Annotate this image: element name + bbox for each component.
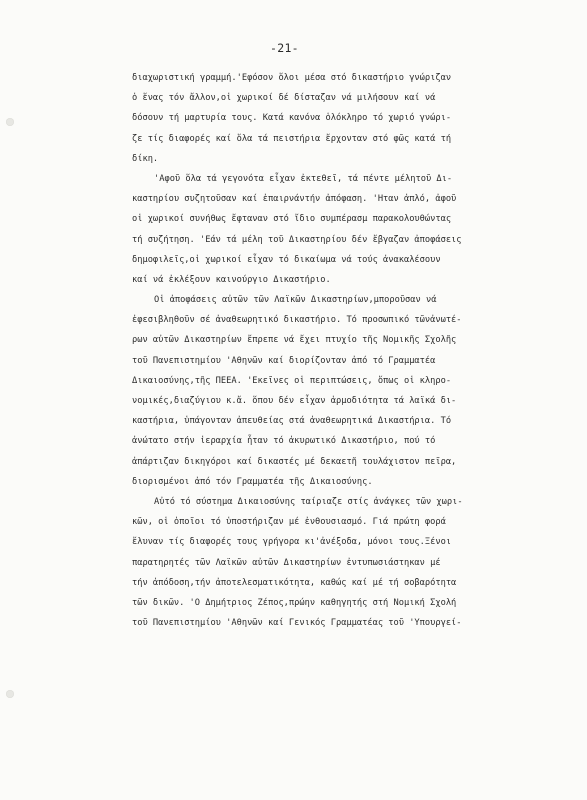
text-line: τήν ἀπόδοση,τήν ἀποτελεσματικότητα, καθώς καί μέ τή σοβαρότητα [132, 577, 457, 588]
punch-hole-mark [6, 690, 14, 698]
text-line: νομικές,διαζύγιου κ.ἄ. ὅπου δέν εἶχαν ἁρμοδιότητα τά λαϊκά δι- [132, 396, 457, 406]
paragraph-first-line: 'Αφοῦ ὅλα τά γεγονότα εἶχαν ἐκτεθεῖ, τά πέντε μέλητοῦ Δι- [154, 173, 453, 184]
text-line: Δικαιοσύνης,τῆς ΠΕΕΑ. 'Εκεῖνες οἱ περιπτώσεις, ὅπως οἱ κληρο- [132, 375, 452, 386]
text-line: δόσουν τή μαρτυρία τους. Κατά κανόνα ὁλόκληρο τό χωριό γνώρι- [132, 113, 452, 124]
punch-hole-mark [6, 118, 14, 126]
text-line: παρατηρητές τῶν Λαϊκῶν αὐτῶν Δικαστηρίων ἐντυπωσιάστηκαν μέ [132, 557, 441, 568]
text-line: διαχωριστική γραμμή.'Εφόσον ὅλοι μέσα στό δικαστήριο γνώριζαν [132, 73, 452, 83]
text-line: τῶν δικῶν. 'Ο Δημήτριος Ζέπος,πρώην καθηγητής στή Νομική Σχολή [132, 597, 457, 608]
text-line: ἔλυναν τίς διαφορές τους γρήγορα κι'ἀνέξοδα, μόνοι τους.Ξένοι [132, 537, 452, 548]
paragraph-first-line: Οἱ ἀποφάσεις αὐτῶν τῶν Λαϊκῶν Δικαστηρίων,μποροῦσαν νά [154, 295, 437, 306]
text-line: καί νά ἐκλέξουν καινούργιο Δικαστήριο. [132, 274, 331, 285]
text-line: τή συζήτηση. 'Εάν τά μέλη τοῦ Δικαστηρίου δέν ἔβγαζαν ἀποφάσεις [132, 234, 462, 245]
text-line: δίκη. [132, 153, 159, 164]
text-line: ἐφεσιβληθοῦν σέ ἀναθεωρητικό δικαστήριο. Τό προσωπικό τῶνἀνωτέ- [132, 315, 462, 326]
text-line: ζε τίς διαφορές καί ὅλα τά πειστήρια ἔρχονταν στό φῶς κατά τή [132, 133, 452, 144]
text-line: ἀνώτατο στήν ἱεραρχία ἦταν τό ἀκυρωτικό Δικαστήριο, πού τό [132, 436, 436, 447]
text-line: δημοφιλεῖς,οἱ χωρικοί εἶχαν τό δικαίωμα νά τούς ἀνακαλέσουν [132, 254, 441, 265]
text-line: οἱ χωρικοί συνήθως ἔφταναν στό ἴδιο συμπέρασμ παρακολουθώντας [132, 214, 452, 225]
text-line: ἀπάρτιζαν δικηγόροι καί δικαστές μέ δεκαετῆ τουλάχιστον πεῖρα, [132, 456, 457, 467]
text-line: καστηρίου συζητοῦσαν καί ἐπαιρνάντήν ἀπόφαση. 'Ηταν ἁπλό, ἀφοῦ [132, 194, 457, 205]
text-line: ὁ ἕνας τόν ἄλλον,οἱ χωρικοί δέ δίσταζαν νά μιλήσουν καί νά [132, 93, 436, 104]
text-line: τοῦ Πανεπιστημίου 'Αθηνῶν καί διορίζονταν ἀπό τό Γραμματέα [132, 355, 436, 366]
text-line: καστήρια, ὑπάγονταν ἀπευθείας στά ἀναθεωρητικά Δικαστήρια. Τό [132, 416, 452, 427]
paragraph-first-line: Αὐτό τό σύστημα Δικαιοσύνης ταίριαζε στίς ἀνάγκες τῶν χωρι- [154, 496, 463, 507]
text-line: τοῦ Πανεπιστημίου 'Αθηνῶν καί Γενικός Γραμματέας τοῦ 'Υπουργεί- [132, 618, 462, 629]
body-text [132, 68, 564, 633]
text-line: διορισμένοι ἀπό τόν Γραμματέα τῆς Δικαιοσύνης. [132, 476, 373, 487]
text-line: ρων αὐτῶν Δικαστηρίων ἔπρεπε νά ἔχει πτυχίο τῆς Νομικῆς Σχολῆς [132, 335, 457, 346]
page-number: -21- [270, 41, 299, 55]
text-line: κῶν, οἱ ὁποῖοι τό ὑποστήριζαν μέ ἐνθουσιασμό. Γιά πρώτη φορά [132, 517, 446, 528]
